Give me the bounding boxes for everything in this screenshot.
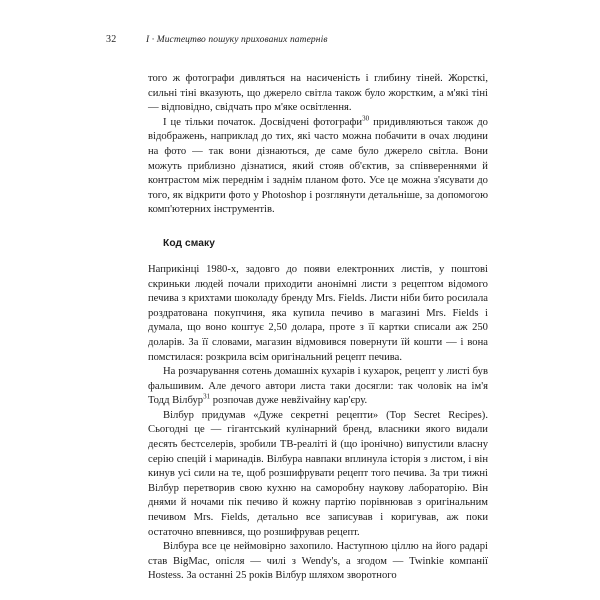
paragraph-5: Вілбур придумав «Дуже секретні рецепти» (Top Secret Recipes). Сьогодні це — гігантський кулінарний бренд, власники якого видали десять бестселерів, зробили ТВ-реаліті й (що іронічно) випустили власну серію спецій і маринадів. Вілбура навпаки вплинула історія з листом, і він кинув усі сили на те, щоб розшифрувати рецепт того печива. За три тижні Вілбур перетворив свою кухню на саморобну наукову лабораторію. Він днями й ночами пік печиво й кожну партію порівнював з оригінальним печивом Mrs. Fields, детально все записував і коригував, аж поки остаточно впевнився, що розшифрував рецепт. bbox=[148, 409, 488, 538]
paragraph-2-text-before: І це тільки початок. Досвідчені фотографи bbox=[163, 116, 363, 128]
running-head bbox=[106, 34, 488, 46]
running-head-title: І · Мистецтво пошуку прихованих патернів bbox=[146, 35, 328, 45]
footnote-ref-31: 31 bbox=[203, 392, 211, 401]
section-heading: Код смаку bbox=[163, 237, 216, 249]
text-column bbox=[148, 72, 488, 584]
paragraph-4-text-before: На розчарування сотень домашніх кухарів і кухарок, рецепт у листі був фальшивим. Але дечого автори листа таки досягли: так чоловік на ім'я Тодд Вілбур bbox=[148, 366, 488, 407]
paragraph-6: Вілбура все це неймовірно захопило. Наступною ціллю на його радарі став BigMac, опісля — чилі з Wendy's, а згодом — Twinkie компанії Hostess. За останні 25 років Вілбур шляхом зворотного bbox=[148, 541, 488, 582]
paragraph-2-text-after: придивляються також до відображень, наприклад до тих, які часто можна побачити в очах людини на фото — так вони дізнаються, де саме було джерело світла. Вони можуть приблизно дізнатися, який стояв об'єктив, за співвереннями й контрастом між переднім і заднім планом фото. Усе це можна з'ясувати до того, як відкрити фото у Photoshop і розглянути детальніше, за допомогою комп'ютерних інструментів. bbox=[148, 116, 488, 216]
paragraph-4-text-after: розпочав дуже невživайну кар'єру. bbox=[210, 395, 368, 407]
paragraph-4 bbox=[148, 365, 488, 409]
paragraph-2 bbox=[148, 116, 488, 218]
paragraph-3: Наприкінці 1980-х, задовго до появи електронних листів, у поштові скриньки людей почали приходити анонімні листи з рецептом відомого печива з крихтами шоколаду бренду Mrs. Fields. Листи ніби бито росилала роздратована покупчиня, яка купила печиво в магазині Mrs. Fields і думала, що воно коштує 2,50 долара, проте з її картки списали аж 250 доларів. За її словами, магазин відмовився повернути їй кошти — і вона помстилася: розкрила всім оригінальний рецепт печива. bbox=[148, 263, 488, 363]
paragraph-1: того ж фотографи дивляться на насиченість і глибину тіней. Жорсткі, сильні тіні вказують, що джерело світла також було жорстким, а м'які тіні — відповідно, свідчать про м'яке освітлення. bbox=[148, 73, 488, 114]
footnote-ref-30: 30 bbox=[362, 114, 370, 123]
page-number: 32 bbox=[106, 34, 117, 45]
